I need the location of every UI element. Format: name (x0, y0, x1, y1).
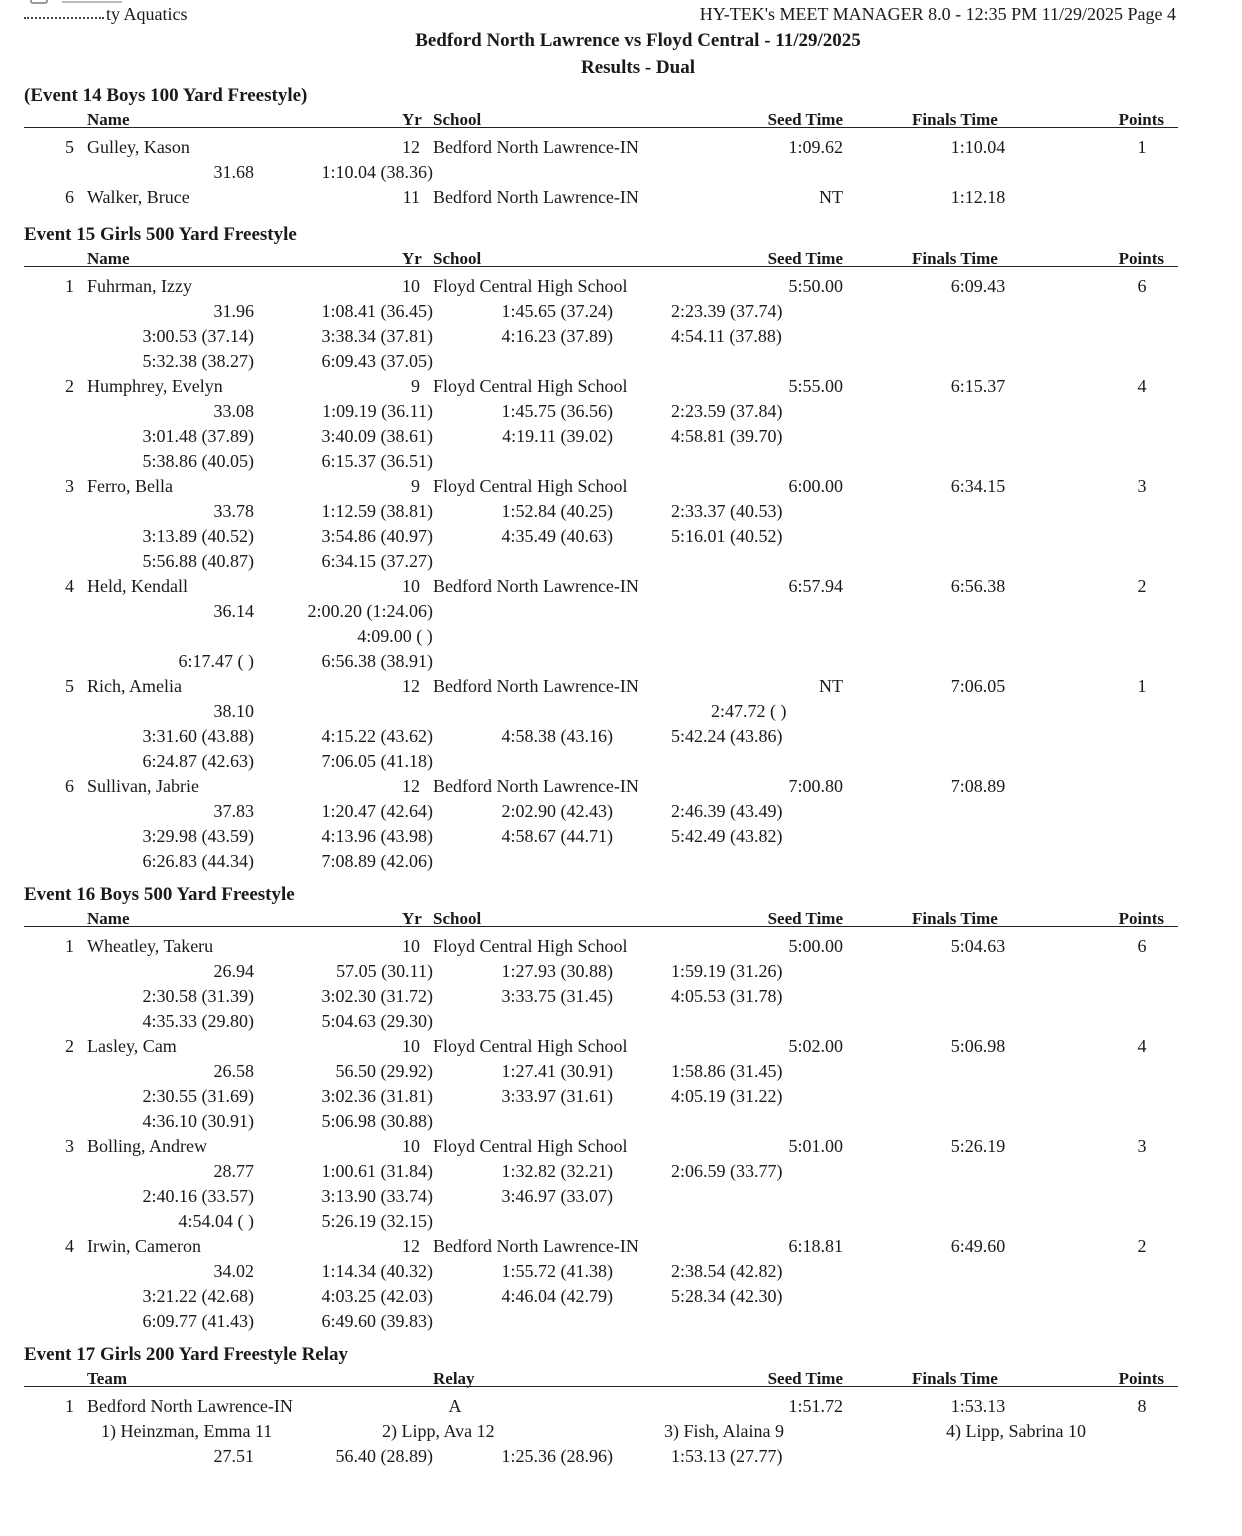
seed-time: 5:50.00 (788, 276, 843, 296)
relay-swimmer: 1) Heinzman, Emma 11 (101, 1421, 273, 1441)
split-time: 2:47.72 ( ) (711, 701, 787, 721)
swimmer-year: 10 (402, 576, 420, 596)
split-time: 34.02 (213, 1261, 254, 1281)
split-time: 1:20.47 (42.64) (321, 801, 433, 821)
split-time: 2:33.37 (40.53) (671, 501, 783, 521)
swimmer-name: Ferro, Bella (87, 476, 173, 496)
column-header-points: Points (1118, 909, 1164, 928)
column-header-finals-time: Finals Time (912, 110, 998, 129)
column-header-name: Team (87, 1369, 127, 1388)
result-place: 1 (65, 936, 74, 956)
split-time: 33.78 (213, 501, 254, 521)
relay-swimmer: 2) Lipp, Ava 12 (382, 1421, 495, 1441)
column-header-yr: Yr (402, 909, 422, 928)
result-place: 4 (65, 1236, 74, 1256)
split-time: 5:56.88 (40.87) (142, 551, 254, 571)
split-time: 2:38.54 (42.82) (671, 1261, 783, 1281)
seed-time: NT (819, 187, 843, 207)
column-header-points: Points (1118, 249, 1164, 268)
finals-time: 7:08.89 (950, 776, 1006, 796)
seed-time: 5:55.00 (788, 376, 843, 396)
swimmer-year: 9 (411, 376, 420, 396)
team-name-header: ty Aquatics (24, 3, 188, 25)
split-time: 56.40 (28.89) (335, 1446, 433, 1466)
split-time: 3:29.98 (43.59) (142, 826, 254, 846)
result-place: 6 (65, 187, 74, 207)
school-name: Floyd Central High School (433, 1036, 628, 1056)
points: 2 (1137, 1236, 1147, 1256)
result-place: 3 (65, 1136, 74, 1156)
points: 3 (1137, 476, 1147, 496)
split-time: 4:35.49 (40.63) (501, 526, 613, 546)
column-header-name: Name (87, 909, 130, 928)
column-header-finals-time: Finals Time (912, 249, 998, 268)
split-time: 37.83 (213, 801, 254, 821)
split-time: 5:38.86 (40.05) (142, 451, 254, 471)
column-header-school: School (433, 909, 482, 928)
points: 6 (1137, 276, 1147, 296)
split-time: 3:40.09 (38.61) (321, 426, 433, 446)
swimmer-year: 9 (411, 476, 420, 496)
relay-letter: A (448, 1396, 462, 1416)
split-time: 36.14 (213, 601, 254, 621)
meet-manager-header: HY-TEK's MEET MANAGER 8.0 - 12:35 PM 11/29/2025 Page 4 (699, 4, 1176, 24)
split-time: 1:53.13 (27.77) (671, 1446, 783, 1466)
column-header-seed-time: Seed Time (767, 110, 843, 129)
split-time: 6:34.15 (37.27) (321, 551, 433, 571)
seed-time: 6:18.81 (788, 1236, 843, 1256)
points: 2 (1137, 576, 1147, 596)
column-header-seed-time: Seed Time (767, 909, 843, 928)
split-time: 1:32.82 (32.21) (501, 1161, 613, 1181)
finals-time: 1:53.13 (950, 1396, 1006, 1416)
points: 6 (1137, 936, 1147, 956)
split-time: 7:08.89 (42.06) (321, 851, 433, 871)
split-time: 56.50 (29.92) (335, 1061, 433, 1081)
split-time: 27.51 (213, 1446, 254, 1466)
points: 1 (1137, 676, 1147, 696)
split-time: 3:02.36 (31.81) (321, 1086, 433, 1106)
column-header-finals-time: Finals Time (912, 1369, 998, 1388)
swimmer-year: 10 (402, 276, 420, 296)
school-name: Floyd Central High School (433, 276, 628, 296)
result-place: 5 (65, 676, 74, 696)
split-time: 3:13.90 (33.74) (321, 1186, 433, 1206)
split-time: 3:21.22 (42.68) (142, 1286, 254, 1306)
school-name: Bedford North Lawrence-IN (433, 137, 639, 157)
swimmer-name: Wheatley, Takeru (87, 936, 214, 956)
swimmer-name: Bedford North Lawrence-IN (87, 1396, 293, 1416)
split-time: 4:13.96 (43.98) (321, 826, 433, 846)
seed-time: 1:51.72 (788, 1396, 843, 1416)
split-time: 6:56.38 (38.91) (321, 651, 433, 671)
split-time: 3:54.86 (40.97) (321, 526, 433, 546)
finals-time: 6:15.37 (950, 376, 1006, 396)
finals-time: 6:34.15 (950, 476, 1006, 496)
seed-time: 6:00.00 (788, 476, 843, 496)
swimmer-name: Lasley, Cam (87, 1036, 177, 1056)
split-time: 1:59.19 (31.26) (671, 961, 783, 981)
split-time: 4:19.11 (39.02) (502, 426, 613, 446)
split-time: 1:27.93 (30.88) (501, 961, 613, 981)
split-time: 1:09.19 (36.11) (322, 401, 433, 421)
school-name: Bedford North Lawrence-IN (433, 676, 639, 696)
split-time: 2:06.59 (33.77) (671, 1161, 783, 1181)
split-time: 6:49.60 (39.83) (321, 1311, 433, 1331)
swimmer-year: 10 (402, 1036, 420, 1056)
split-time: 4:05.53 (31.78) (671, 986, 783, 1006)
column-header-school: School (433, 110, 482, 129)
column-header-relay: Relay (433, 1369, 475, 1388)
split-time: 2:40.16 (33.57) (142, 1186, 254, 1206)
split-time: 1:14.34 (40.32) (321, 1261, 433, 1281)
swimmer-name: Humphrey, Evelyn (87, 376, 223, 396)
column-header-seed-time: Seed Time (767, 249, 843, 268)
split-time: 2:23.39 (37.74) (671, 301, 783, 321)
column-header-yr: Yr (402, 249, 422, 268)
split-time: 4:09.00 ( ) (357, 626, 433, 646)
split-time: 2:23.59 (37.84) (671, 401, 783, 421)
split-time: 5:42.49 (43.82) (671, 826, 783, 846)
seed-time: 1:09.62 (788, 137, 843, 157)
swimmer-name: Fuhrman, Izzy (87, 276, 192, 296)
swimmer-year: 11 (402, 187, 420, 207)
result-place: 4 (65, 576, 74, 596)
result-place: 1 (65, 276, 74, 296)
school-name: Bedford North Lawrence-IN (433, 187, 639, 207)
split-time: 3:46.97 (33.07) (501, 1186, 613, 1206)
split-time: 6:24.87 (42.63) (142, 751, 254, 771)
split-time: 1:00.61 (31.84) (321, 1161, 433, 1181)
seed-time: 7:00.80 (788, 776, 843, 796)
column-header-name: Name (87, 249, 130, 268)
split-time: 4:36.10 (30.91) (142, 1111, 254, 1131)
seed-time: 5:01.00 (788, 1136, 843, 1156)
result-place: 2 (65, 1036, 74, 1056)
split-time: 1:58.86 (31.45) (671, 1061, 783, 1081)
split-time: 4:05.19 (31.22) (671, 1086, 783, 1106)
school-name: Bedford North Lawrence-IN (433, 776, 639, 796)
swimmer-year: 12 (402, 1236, 420, 1256)
swimmer-year: 12 (402, 676, 420, 696)
split-time: 4:16.23 (37.89) (501, 326, 613, 346)
points: 3 (1137, 1136, 1147, 1156)
split-time: 5:28.34 (42.30) (671, 1286, 783, 1306)
swimmer-year: 10 (402, 936, 420, 956)
split-time: 3:00.53 (37.14) (142, 326, 254, 346)
split-time: 5:06.98 (30.88) (321, 1111, 433, 1131)
finals-time: 6:56.38 (950, 576, 1006, 596)
swimmer-name: Irwin, Cameron (87, 1236, 201, 1256)
points: 4 (1137, 1036, 1147, 1056)
seed-time: 5:00.00 (788, 936, 843, 956)
seed-time: 5:02.00 (788, 1036, 843, 1056)
header-rule (24, 266, 1178, 267)
event-title: (Event 14 Boys 100 Yard Freestyle) (24, 85, 308, 106)
split-time: 1:27.41 (30.91) (501, 1061, 613, 1081)
points: 4 (1137, 376, 1147, 396)
split-time: 31.68 (213, 162, 254, 182)
split-time: 5:04.63 (29.30) (321, 1011, 433, 1031)
split-time: 3:02.30 (31.72) (321, 986, 433, 1006)
column-header-name: Name (87, 110, 130, 129)
column-header-points: Points (1118, 1369, 1164, 1388)
split-time: 3:01.48 (37.89) (142, 426, 254, 446)
result-place: 3 (65, 476, 74, 496)
split-time: 1:25.36 (28.96) (501, 1446, 613, 1466)
finals-time: 1:10.04 (950, 137, 1006, 157)
split-time: 2:02.90 (42.43) (501, 801, 613, 821)
split-time: 3:13.89 (40.52) (142, 526, 254, 546)
split-time: 28.77 (213, 1161, 254, 1181)
swimmer-name: Bolling, Andrew (87, 1136, 207, 1156)
split-time: 1:55.72 (41.38) (501, 1261, 613, 1281)
split-time: 3:33.75 (31.45) (501, 986, 613, 1006)
header-rule (24, 1386, 1178, 1387)
finals-time: 5:04.63 (950, 936, 1006, 956)
split-time: 57.05 (30.11) (336, 961, 433, 981)
swimmer-year: 12 (402, 137, 420, 157)
split-time: 2:46.39 (43.49) (671, 801, 783, 821)
meet-title: Bedford North Lawrence vs Floyd Central - 11/29/2025 (415, 30, 861, 51)
split-time: 31.96 (213, 301, 254, 321)
school-name: Floyd Central High School (433, 936, 628, 956)
split-time: 26.58 (213, 1061, 254, 1081)
split-time: 1:52.84 (40.25) (501, 501, 613, 521)
split-time: 7:06.05 (41.18) (321, 751, 433, 771)
split-time: 4:58.81 (39.70) (671, 426, 783, 446)
school-name: Bedford North Lawrence-IN (433, 1236, 639, 1256)
column-header-seed-time: Seed Time (767, 1369, 843, 1388)
split-time: 26.94 (213, 961, 254, 981)
split-time: 2:30.55 (31.69) (142, 1086, 254, 1106)
split-time: 2:30.58 (31.39) (142, 986, 254, 1006)
split-time: 2:00.20 (1:24.06) (307, 601, 433, 621)
split-time: 5:32.38 (38.27) (142, 351, 254, 371)
split-time: 4:35.33 (29.80) (142, 1011, 254, 1031)
split-time: 4:03.25 (42.03) (321, 1286, 433, 1306)
split-time: 3:31.60 (43.88) (142, 726, 254, 746)
swimmer-name: Held, Kendall (87, 576, 188, 596)
split-time: 5:42.24 (43.86) (671, 726, 783, 746)
finals-time: 7:06.05 (950, 676, 1006, 696)
header-rule (24, 926, 1178, 927)
split-time: 4:54.04 ( ) (178, 1211, 254, 1231)
header-rule (24, 127, 1178, 128)
split-time: 6:15.37 (36.51) (321, 451, 433, 471)
split-time: 4:46.04 (42.79) (501, 1286, 613, 1306)
split-time: 6:09.77 (41.43) (142, 1311, 254, 1331)
column-header-school: School (433, 249, 482, 268)
split-time: 4:58.38 (43.16) (501, 726, 613, 746)
finals-time: 1:12.18 (950, 187, 1006, 207)
result-place: 1 (65, 1396, 74, 1416)
relay-swimmer: 4) Lipp, Sabrina 10 (946, 1421, 1086, 1441)
split-time: 5:26.19 (32.15) (321, 1211, 433, 1231)
split-time: 1:08.41 (36.45) (321, 301, 433, 321)
split-time: 3:38.34 (37.81) (321, 326, 433, 346)
split-time: 4:54.11 (37.88) (671, 326, 782, 346)
split-time: 6:26.83 (44.34) (142, 851, 254, 871)
swimmer-name: Rich, Amelia (87, 676, 182, 696)
swimmer-name: Sullivan, Jabrie (87, 776, 199, 796)
seed-time: 6:57.94 (788, 576, 843, 596)
school-name: Floyd Central High School (433, 376, 628, 396)
split-time: 33.08 (213, 401, 254, 421)
points: 8 (1137, 1396, 1147, 1416)
split-time: 6:17.47 ( ) (178, 651, 254, 671)
event-title: Event 16 Boys 500 Yard Freestyle (24, 884, 295, 905)
results-subtitle: Results - Dual (580, 57, 695, 78)
split-time: 4:15.22 (43.62) (321, 726, 433, 746)
result-place: 2 (65, 376, 74, 396)
split-time: 3:33.97 (31.61) (501, 1086, 613, 1106)
finals-time: 5:26.19 (950, 1136, 1006, 1156)
swimmer-year: 10 (402, 1136, 420, 1156)
result-place: 5 (65, 137, 74, 157)
finals-time: 6:09.43 (950, 276, 1006, 296)
school-name: Bedford North Lawrence-IN (433, 576, 639, 596)
split-time: 1:45.75 (36.56) (501, 401, 613, 421)
school-name: Floyd Central High School (433, 476, 628, 496)
event-title: Event 15 Girls 500 Yard Freestyle (24, 224, 297, 245)
points: 1 (1137, 137, 1147, 157)
split-time: 1:45.65 (37.24) (501, 301, 613, 321)
seed-time: NT (819, 676, 843, 696)
event-title: Event 17 Girls 200 Yard Freestyle Relay (24, 1344, 349, 1365)
swimmer-name: Walker, Bruce (87, 187, 190, 207)
finals-time: 5:06.98 (950, 1036, 1006, 1056)
finals-time: 6:49.60 (950, 1236, 1006, 1256)
column-header-points: Points (1118, 110, 1164, 129)
result-place: 6 (65, 776, 74, 796)
swimmer-year: 12 (402, 776, 420, 796)
column-header-yr: Yr (402, 110, 422, 129)
split-time: 1:10.04 (38.36) (321, 162, 433, 182)
relay-swimmer: 3) Fish, Alaina 9 (664, 1421, 784, 1441)
split-time: 4:58.67 (44.71) (501, 826, 613, 846)
split-time: 5:16.01 (40.52) (671, 526, 783, 546)
split-time: 6:09.43 (37.05) (321, 351, 433, 371)
column-header-finals-time: Finals Time (912, 909, 998, 928)
split-time: 1:12.59 (38.81) (321, 501, 433, 521)
school-name: Floyd Central High School (433, 1136, 628, 1156)
split-time: 38.10 (213, 701, 254, 721)
swimmer-name: Gulley, Kason (87, 137, 190, 157)
